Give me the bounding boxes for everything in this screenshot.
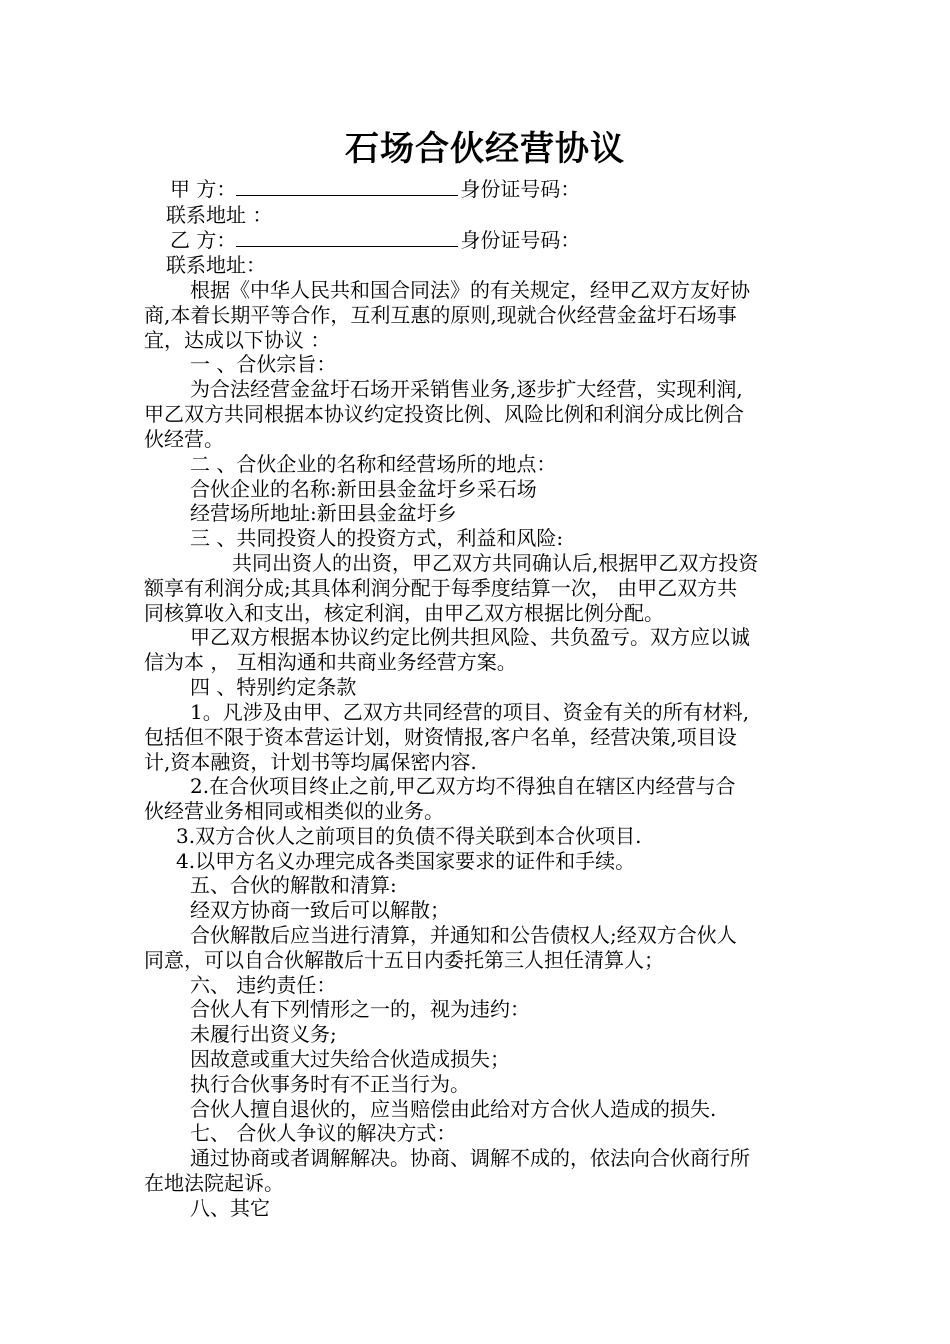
- body-line: 合伙解散后应当进行清算，并通知和公告债权人;经双方合伙人: [190, 923, 737, 947]
- party-b-id-label: 身份证号码：: [460, 228, 581, 252]
- body-line: 合伙人擅自退伙的，应当赔偿由此给对方合伙人造成的损失.: [190, 1097, 717, 1121]
- party-a-name-blank: [236, 177, 458, 196]
- body-line: 根据《中华人民共和国合同法》的有关规定，经甲乙双方友好协: [190, 278, 750, 302]
- body-line: 为合法经营金盆圩石场开采销售业务,逐步扩大经营，实现利润,: [190, 377, 743, 401]
- body-line: 商,本着长期平等合作，互利互惠的原则,现就合伙经营金盆圩石场事: [144, 303, 737, 327]
- body-line: 同意，可以自合伙解散后十五日内委托第三人担任清算人；: [144, 948, 664, 972]
- party-a-label: 甲 方：: [170, 177, 237, 201]
- section-heading: 一 、合伙宗旨：: [190, 352, 337, 376]
- body-line: 经营场所地址:新田县金盆圩乡: [190, 501, 457, 525]
- body-line: 额享有利润分成;其具体利润分配于每季度结算一次， 由甲乙双方共: [144, 576, 738, 600]
- section-heading: 六、 违约责任：: [190, 973, 337, 997]
- section-heading: 三 、共同投资人的投资方式，利益和风险:: [190, 526, 564, 550]
- body-line: 伙经营业务相同或相类似的业务。: [144, 799, 444, 823]
- body-line: 执行合伙事务时有不正当行为。: [190, 1072, 470, 1096]
- section-heading: 二 、合伙企业的名称和经营场所的地点：: [190, 452, 557, 476]
- body-line: 计,资本融资，计划书等均属保密内容.: [144, 750, 477, 774]
- party-a-address: 联系地址 ：: [166, 203, 273, 227]
- body-line: 包括但不限于资本营运计划，财资情报,客户名单，经营决策,项目设: [144, 725, 737, 749]
- body-line: 共同出资人的出资，甲乙双方共同确认后,根据甲乙双方投资: [232, 551, 759, 575]
- body-line: 伙经营。: [144, 427, 224, 451]
- party-a-row: [170, 176, 580, 202]
- section-heading: 八、其它: [190, 1196, 270, 1220]
- section-heading: 七、 合伙人争议的解决方式：: [190, 1121, 457, 1145]
- body-line: 信为本 ， 互相沟通和共商业务经营方案。: [144, 650, 517, 674]
- body-line: 合伙企业的名称:新田县金盆圩乡采石场: [190, 477, 537, 501]
- body-line: 4.以甲方名义办理完成各类国家要求的证件和手续。: [176, 849, 636, 873]
- party-b-label: 乙 方：: [170, 228, 237, 252]
- party-b-row: [170, 227, 580, 253]
- body-line: 甲乙双方共同根据本协议约定投资比例、风险比例和利润分成比例合: [144, 402, 744, 426]
- body-line: 未履行出资义务;: [190, 1022, 337, 1046]
- section-heading: 五、合伙的解散和清算:: [190, 873, 397, 897]
- body-line: 同核算收入和支出，核定利润，由甲乙双方根据比例分配。: [144, 601, 664, 625]
- body-line: 经双方协商一致后可以解散；: [190, 898, 450, 922]
- party-b-address: 联系地址：: [166, 253, 266, 277]
- body-line: 甲乙双方根据本协议约定比例共担风险、共负盈亏。双方应以诚: [190, 625, 750, 649]
- section-heading: 四 、特别约定条款: [190, 675, 357, 699]
- body-line: 合伙人有下列情形之一的，视为违约：: [190, 997, 530, 1021]
- body-line: 在地法院起诉。: [144, 1171, 284, 1195]
- body-line: 1。凡涉及由甲、乙双方共同经营的项目、资金有关的所有材料,: [190, 700, 750, 724]
- body-line: 3.双方合伙人之前项目的负债不得关联到本合伙项目.: [176, 824, 642, 848]
- party-a-id-label: 身份证号码：: [460, 177, 581, 201]
- body-line: 宜，达成以下协议 ：: [144, 328, 331, 352]
- body-line: 通过协商或者调解解决。协商、调解不成的，依法向合伙商行所: [190, 1146, 750, 1170]
- document-title: 石场合伙经营协议: [345, 129, 625, 169]
- body-line: 2.在合伙项目终止之前,甲乙双方均不得独自在辖区内经营与合: [190, 774, 736, 798]
- body-line: 因故意或重大过失给合伙造成损失；: [190, 1047, 510, 1071]
- party-b-name-blank: [236, 228, 458, 247]
